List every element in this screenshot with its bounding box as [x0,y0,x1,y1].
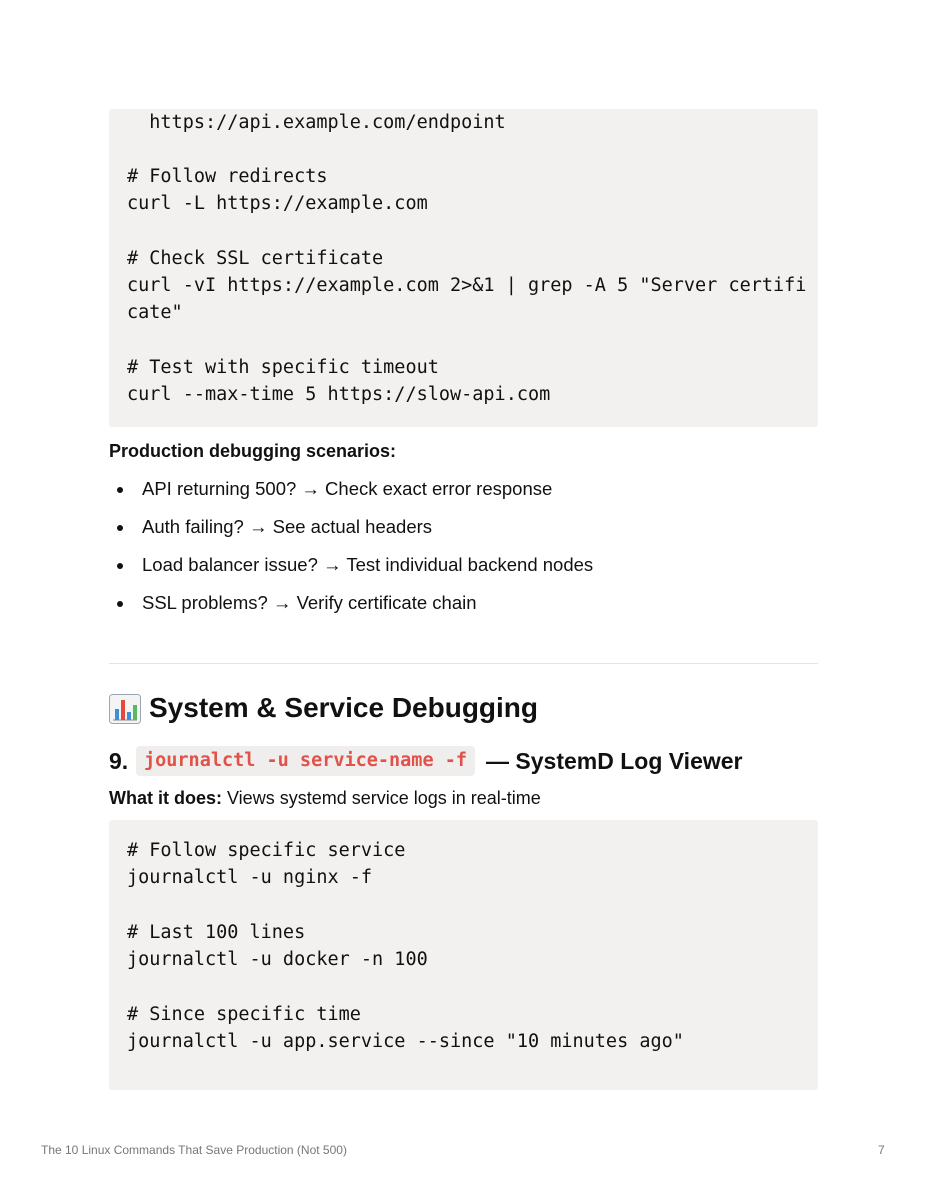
command-number: 9. [109,748,129,774]
code-line: # Last 100 lines [127,922,306,943]
code-line: journalctl -u nginx -f [127,867,373,888]
command-inline-code: journalctl -u service-name -f [136,746,475,776]
code-line: https://api.example.com/endpoint [127,112,506,133]
code-line: # Since specific time [127,1004,361,1025]
code-line: # Follow redirects [127,166,328,187]
bullet-dot-icon [117,487,123,493]
page-number: 7 [878,1143,885,1157]
code-line: curl --max-time 5 https://slow-api.com [127,384,551,405]
code-line: cate" [127,302,183,323]
list-item-text: Auth failing? → See actual headers [142,516,433,537]
section-divider [109,663,818,664]
code-line: curl -vI https://example.com 2>&1 | grep -A 5 "Server certifi [127,275,807,296]
section-title: System & Service Debugging [149,692,539,723]
code-line: journalctl -u app.service --since "10 minutes ago" [127,1031,684,1052]
code-line: # Follow specific service [127,840,406,861]
code-line: # Check SSL certificate [127,248,384,269]
command-title: — SystemD Log Viewer [486,748,743,774]
list-item-text: SSL problems? → Verify certificate chain [142,592,477,613]
what-it-does-text: Views systemd service logs in real-time [222,788,541,808]
bullet-dot-icon [117,563,123,569]
scenarios-heading: Production debugging scenarios: [109,441,397,461]
what-it-does-label: What it does: [109,788,222,808]
bar-chart-icon [109,694,141,724]
code-line: curl -L https://example.com [127,193,428,214]
bullet-dot-icon [117,601,123,607]
what-it-does [109,787,541,809]
code-line: journalctl -u docker -n 100 [127,949,428,970]
list-item-text: Load balancer issue? → Test individual backend nodes [142,554,594,575]
code-line: # Test with specific timeout [127,357,439,378]
code-block-curl [109,109,818,427]
footer-title: The 10 Linux Commands That Save Production (Not 500) [41,1143,347,1157]
code-block-journalctl [109,820,818,1090]
bullet-dot-icon [117,525,123,531]
list-item-text: API returning 500? → Check exact error response [142,478,553,499]
